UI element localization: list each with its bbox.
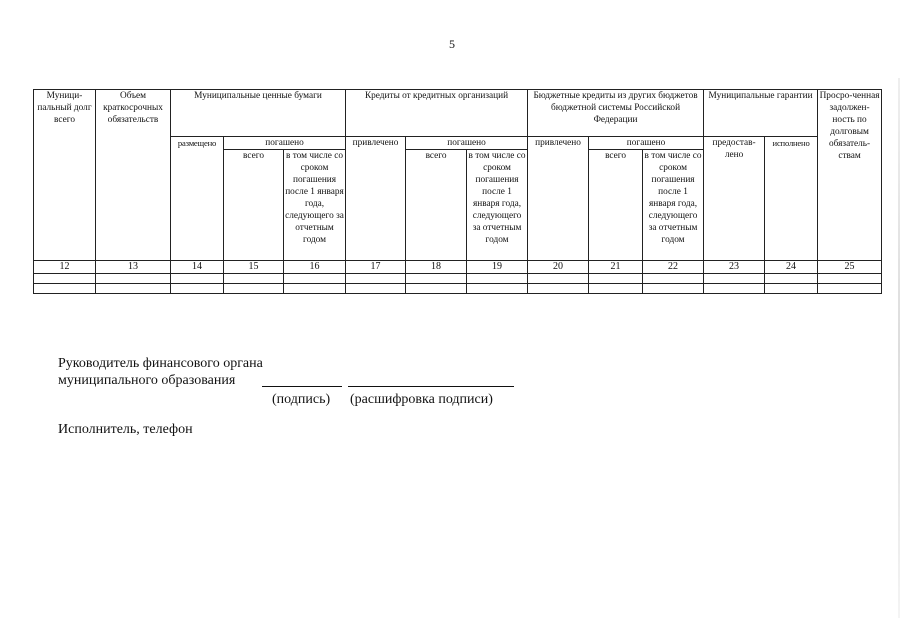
subheader-executed: исполнено bbox=[765, 137, 818, 261]
header-guarantees: Муниципальные гарантии bbox=[704, 90, 818, 137]
signature-name-caption: (расшифровка подписи) bbox=[350, 392, 493, 407]
header-muni-debt-total: Муници-пальный долг всего bbox=[34, 90, 96, 261]
detail-term-credits: в том числе со сроком погашения после 1 января года, следующего за отчетным годом bbox=[467, 150, 528, 261]
column-number: 14 bbox=[171, 261, 224, 274]
page-number: 5 bbox=[449, 37, 455, 51]
subheader-repaid-credits: погашено bbox=[406, 137, 528, 150]
column-number: 22 bbox=[643, 261, 704, 274]
column-number: 24 bbox=[765, 261, 818, 274]
header-credits: Кредиты от кредитных организаций bbox=[346, 90, 528, 137]
debt-table bbox=[33, 89, 882, 294]
column-number: 15 bbox=[224, 261, 284, 274]
column-number: 21 bbox=[589, 261, 643, 274]
column-number: 23 bbox=[704, 261, 765, 274]
detail-total-budget: всего bbox=[589, 150, 643, 261]
signature-name-line bbox=[348, 386, 514, 387]
detail-term-securities: в том числе со сроком погашения после 1 января года, следующего за отчетным годом bbox=[284, 150, 346, 261]
column-number: 18 bbox=[406, 261, 467, 274]
column-number: 17 bbox=[346, 261, 406, 274]
signature-title-line2: муниципального образования bbox=[58, 373, 236, 388]
header-overdue: Просро-ченная задолжен-ность по долговым обязатель-ствам bbox=[818, 90, 882, 261]
subheader-provided: предостав-лено bbox=[704, 137, 765, 261]
signature-title-line1: Руководитель финансового органа bbox=[58, 356, 263, 371]
signature-block bbox=[58, 355, 263, 389]
executor-label: Исполнитель, телефон bbox=[58, 422, 193, 437]
column-number: 20 bbox=[528, 261, 589, 274]
column-number: 13 bbox=[96, 261, 171, 274]
header-short-term: Объем краткосрочных обязательств bbox=[96, 90, 171, 261]
subheader-repaid-securities: погашено bbox=[224, 137, 346, 150]
detail-total-credits: всего bbox=[406, 150, 467, 261]
column-number: 19 bbox=[467, 261, 528, 274]
header-budget-credits: Бюджетные кредиты из других бюджетов бюджетной системы Российской Федерации bbox=[528, 90, 704, 137]
header-securities: Муниципальные ценные бумаги bbox=[171, 90, 346, 137]
detail-term-budget: в том числе со сроком погашения после 1 января года, следующего за отчетным годом bbox=[643, 150, 704, 261]
column-number: 16 bbox=[284, 261, 346, 274]
column-number: 12 bbox=[34, 261, 96, 274]
column-number: 25 bbox=[818, 261, 882, 274]
detail-total-securities: всего bbox=[224, 150, 284, 261]
table-row bbox=[34, 274, 882, 284]
subheader-repaid-budget: погашено bbox=[589, 137, 704, 150]
subheader-placed: размещено bbox=[171, 137, 224, 261]
scan-edge-shadow bbox=[898, 78, 900, 618]
subheader-attracted-budget: привлечено bbox=[528, 137, 589, 261]
signature-line bbox=[262, 386, 342, 387]
table-row bbox=[34, 284, 882, 294]
signature-caption: (подпись) bbox=[272, 392, 331, 407]
subheader-attracted-credits: привлечено bbox=[346, 137, 406, 261]
